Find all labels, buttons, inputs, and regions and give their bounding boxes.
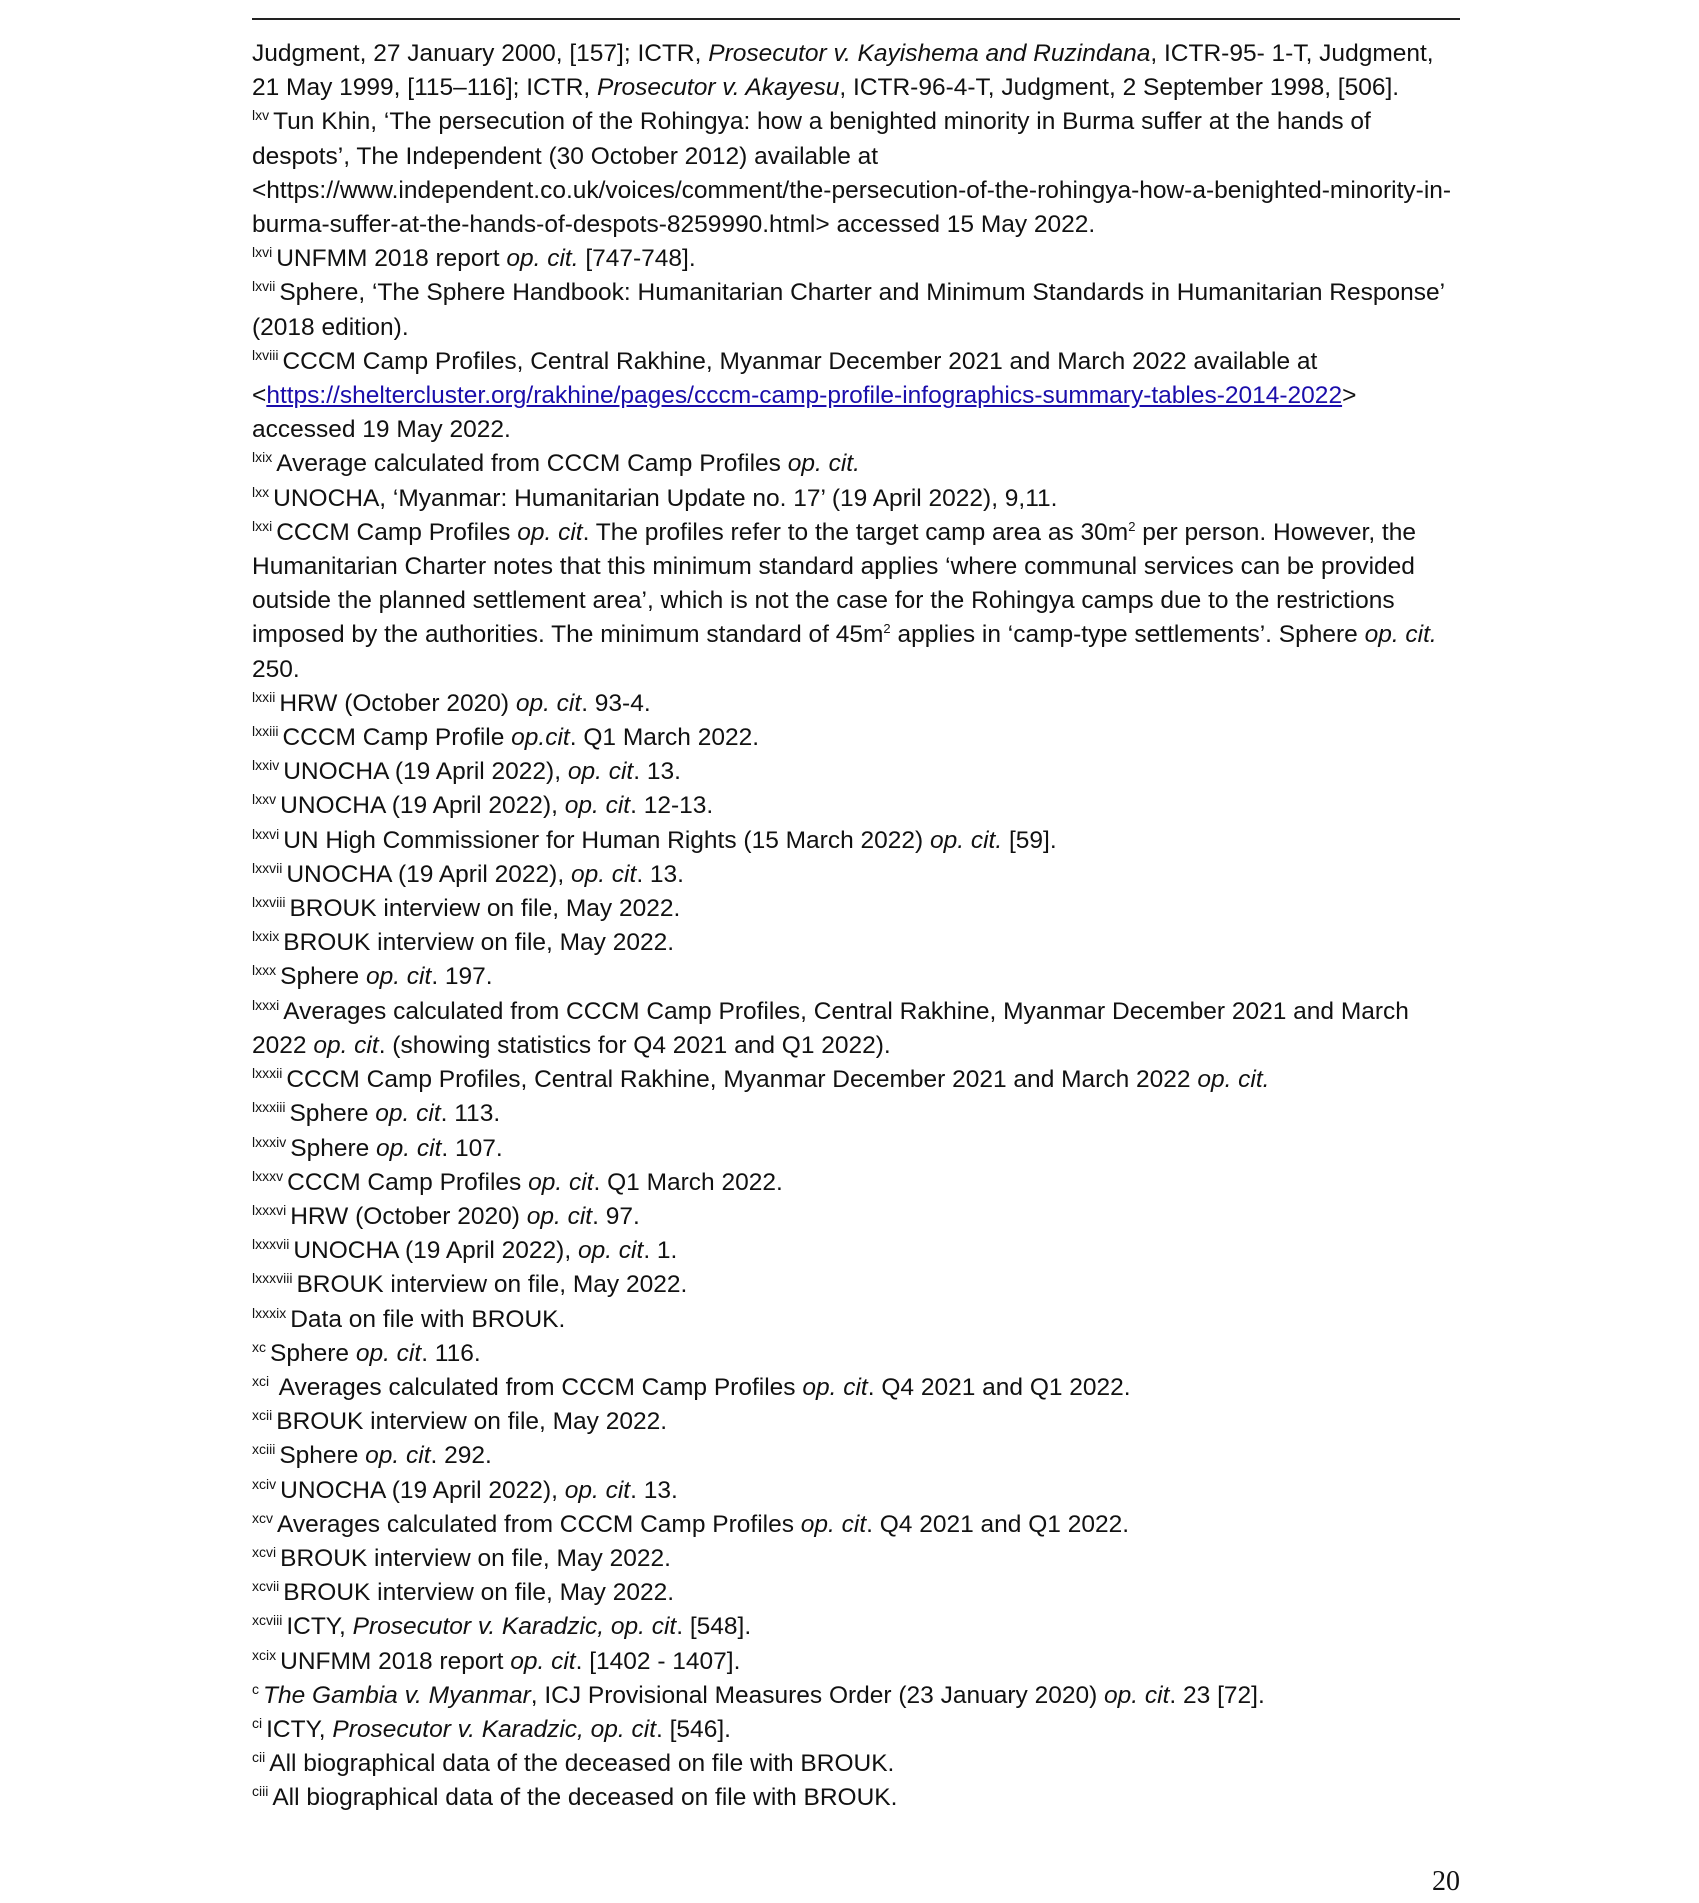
endnote-marker: cii [252,1749,266,1766]
endnote-marker: xcix [252,1646,277,1663]
footnote-separator-rule [252,18,1460,20]
endnote-lxxxiv: $^{lxxxiv}$ Sphere op. cit. 107. [252,1133,503,1162]
endnote-marker: lxxix [252,928,280,945]
endnote-lxxviii: $^{lxxviii}$ BROUK interview on file, May 2022. [252,894,681,923]
endnote-xcviii: $^{xcviii}$ ICTY, Prosecutor v. Karadzic, op. cit. [548]. [252,1612,752,1641]
endnote-xcix: $^{xcix}$ UNFMM 2018 report op. cit. [1402 - 1407]. [252,1646,741,1675]
endnote-lxxxii: $^{lxxxii}$ CCCM Camp Profiles, Central Rakhine, Myanmar December 2021 and March 2022 op. cit. [252,1065,1270,1094]
endnote-xciv: $^{xciv}$ UNOCHA (19 April 2022), op. cit. 13. [252,1475,678,1504]
endnote-marker: ciii [252,1783,269,1800]
endnote-marker: ci [252,1714,263,1731]
endnote-marker: lxxiii [252,723,279,740]
endnote-marker: lxxxii [252,1065,283,1082]
endnote-marker: lxxxvi [252,1201,287,1218]
endnote-marker: lxxii [252,688,276,705]
endnote-lxxii: $^{lxxii}$ HRW (October 2020) op. cit. 93-4. [252,688,651,717]
endnote-marker: lxxxvii [252,1236,290,1253]
endnote-marker: lxxx [252,962,277,979]
endnote-marker: xcviii [252,1612,283,1629]
endnote-lxvi: $^{lxvi}$ UNFMM 2018 report op. cit. [747-748]. [252,244,696,273]
endnote-lxxxi: $^{lxxxi}$ Averages calculated from CCCM Camp Profiles, Central Rakhine, Myanmar December 2021 and March 2022 op. cit. (showing statistics for Q4 2021 and Q1 2022). [252,996,1409,1059]
endnote-marker: xci [252,1372,270,1389]
endnote-ci: $^{ci}$ ICTY, Prosecutor v. Karadzic, op. cit. [546]. [252,1714,731,1743]
endnote-lxix: $^{lxix}$ Average calculated from CCCM Camp Profiles op. cit. [252,449,860,478]
endnote-marker: xcv [252,1509,273,1526]
endnotes-list [252,37,1462,1816]
endnote-lxxvii: $^{lxxvii}$ UNOCHA (19 April 2022), op. cit. 13. [252,859,684,888]
page-number: 20 [1432,1866,1460,1897]
endnote-lxxxviii: $^{lxxxviii}$ BROUK interview on file, May 2022. [252,1270,688,1299]
endnote-xcii: $^{xcii}$ BROUK interview on file, May 2022. [252,1407,668,1436]
endnote-marker: lxxiv [252,757,280,774]
endnote-marker: xc [252,1338,266,1355]
endnote-lxvii: $^{lxvii}$ Sphere, ‘The Sphere Handbook: Humanitarian Charter and Minimum Standards in Humanitarian Response’ (2018 edition). [252,278,1445,341]
endnote-marker: lxxxviii [252,1270,293,1287]
shelter-cluster-link[interactable]: https://sheltercluster.org/rakhine/pages/cccm-camp-profile-infographics-summary-tables-2014-2022 [266,382,1343,410]
endnote-xci: $^{xci}$ Averages calculated from CCCM Camp Profiles op. cit. Q4 2021 and Q1 2022. [252,1372,1131,1401]
endnote-lxxxv: $^{lxxxv}$ CCCM Camp Profiles op. cit. Q1 March 2022. [252,1167,783,1196]
endnote-lxxxix: $^{lxxxix}$ Data on file with BROUK. [252,1304,566,1333]
endnote-ciii: $^{ciii}$ All biographical data of the deceased on file with BROUK. [252,1783,898,1812]
endnote-c: $^c$ The Gambia v. Myanmar, ICJ Provisional Measures Order (23 January 2020) op. cit. 23 [72]. [252,1680,1265,1709]
endnote-marker: lxxi [252,517,273,534]
endnote-xc: $^{xc}$ Sphere op. cit. 116. [252,1338,481,1367]
endnote-lxxiii: $^{lxxiii}$ CCCM Camp Profile op.cit. Q1 March 2022. [252,723,760,752]
endnote-continuation: Judgment, 27 January 2000, [157]; ICTR, Prosecutor v. Kayishema and Ruzindana, ICTR-95- 1-T, Judgment, 21 May 1999, [115–116]; ICTR, Prosecutor v. Akayesu, ICTR-96-4-T, Judgment, 2 September 1998, [506]. [252,40,1434,102]
endnote-lxxv: $^{lxxv}$ UNOCHA (19 April 2022), op. cit. 12-13. [252,791,714,820]
endnote-xcvi: $^{xcvi}$ BROUK interview on file, May 2022. [252,1543,671,1572]
endnote-lxxix: $^{lxxix}$ BROUK interview on file, May 2022. [252,928,675,957]
endnote-lxxvi: $^{lxxvi}$ UN High Commissioner for Human Rights (15 March 2022) op. cit. [59]. [252,825,1057,854]
endnote-lxv: $^{lxv}$ Tun Khin, ‘The persecution of the Rohingya: how a benighted minority in Burma suffer at the hands of despots’, The Independent (30 October 2012) available at <https://www.independent.co.uk/voices/comment/the-persecution-of-the-rohingya-how-a-benighted-minority-in-burma-suffer-at-the-hands-of-despots-8259990.html> accessed 15 May 2022. [252,107,1452,239]
endnote-lxxx: $^{lxxx}$ Sphere op. cit. 197. [252,962,493,991]
endnote-lxxiv: $^{lxxiv}$ UNOCHA (19 April 2022), op. cit. 13. [252,757,681,786]
endnote-marker: lxvii [252,278,276,295]
endnote-marker: lxviii [252,346,279,363]
endnote-marker: c [252,1680,259,1697]
endnote-marker: xciv [252,1475,277,1492]
endnote-lxviii: $^{lxviii}$ CCCM Camp Profiles, Central Rakhine, Myanmar December 2021 and March 2022 available at <https://sheltercluster.org/rakhine/pages/cccm-camp-profile-infographics-summary-tables-2014-2022> accessed 19 May 2022. [252,346,1357,444]
endnote-lxxxvii: $^{lxxxvii}$ UNOCHA (19 April 2022), op. cit. 1. [252,1236,678,1265]
endnote-marker: lxxxiii [252,1099,286,1116]
endnote-marker: xciii [252,1441,276,1458]
endnote-marker: lxvi [252,244,273,261]
endnote-marker: lxxv [252,791,277,808]
endnote-marker: xcii [252,1407,273,1424]
endnote-marker: lxix [252,449,273,466]
endnote-marker: lxx [252,483,270,500]
endnote-marker: lxxxiv [252,1133,287,1150]
endnote-marker: xcvii [252,1578,280,1595]
endnote-lxxxiii: $^{lxxxiii}$ Sphere op. cit. 113. [252,1099,501,1128]
endnote-marker: lxxxix [252,1304,287,1321]
endnote-marker: lxxvi [252,825,280,842]
endnote-marker: lxxxv [252,1167,284,1184]
endnote-marker: xcvi [252,1543,277,1560]
endnote-lxx: $^{lxx}$ UNOCHA, ‘Myanmar: Humanitarian Update no. 17’ (19 April 2022), 9,11. [252,483,1058,512]
endnote-lxxxvi: $^{lxxxvi}$ HRW (October 2020) op. cit. 97. [252,1201,640,1230]
endnote-marker: lxxvii [252,859,283,876]
endnote-marker: lxv [252,107,270,124]
endnote-marker: lxxviii [252,894,286,911]
endnote-cii: $^{cii}$ All biographical data of the deceased on file with BROUK. [252,1749,895,1778]
endnote-lxxi: $^{lxxi}$ CCCM Camp Profiles op. cit. The profiles refer to the target camp area as $30m^2$ per person. However, the Humanitarian Charter notes that this minimum standard applies ‘where communal services can be provided outside the planned settlement area’, which is not the case for the Rohingya camps due to the restrictions imposed by the authorities. The minimum standard of $45m^2$ applies in ‘camp-type settlements’. Sphere op. cit. 250. [252,517,1437,683]
endnote-xcv: $^{xcv}$ Averages calculated from CCCM Camp Profiles op. cit. Q4 2021 and Q1 2022. [252,1509,1130,1538]
endnote-xciii: $^{xciii}$ Sphere op. cit. 292. [252,1441,492,1470]
endnote-xcvii: $^{xcvii}$ BROUK interview on file, May 2022. [252,1578,675,1607]
endnote-marker: lxxxi [252,996,280,1013]
